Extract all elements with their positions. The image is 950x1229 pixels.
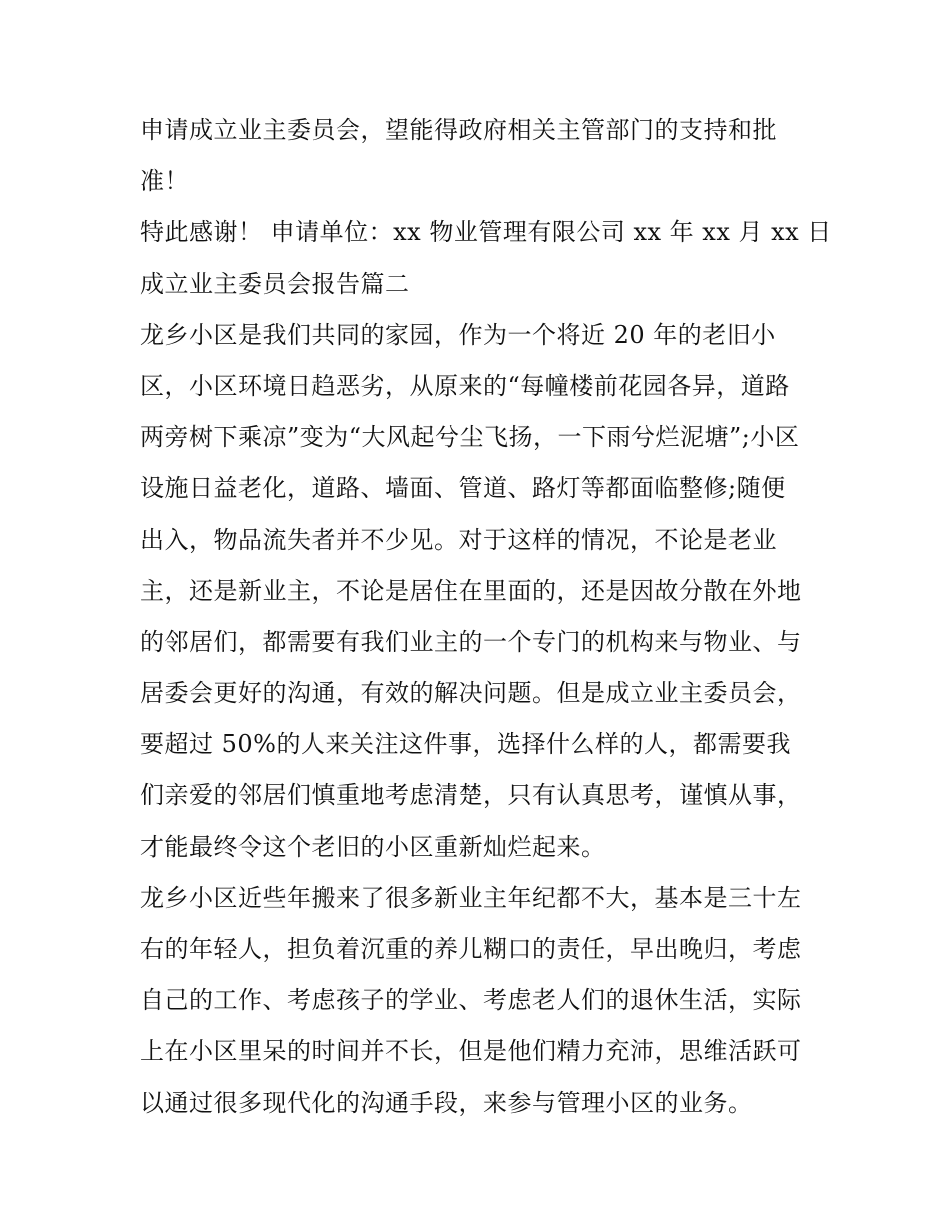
text-line: 以通过很多现代化的沟通手段，来参与管理小区的业务。	[140, 1088, 753, 1117]
text-line: 右的年轻人，担负着沉重的养儿糊口的责任，早出晚归，考虑	[140, 935, 802, 963]
text-line: 龙乡小区近些年搬来了很多新业主年纪都不大，基本是三十左	[140, 883, 802, 912]
text-line: 上在小区里呆的时间并不长，但是他们精力充沛，思维活跃可	[140, 1037, 802, 1066]
text-line: 申请成立业主委员会，望能得政府相关主管部门的支持和批	[140, 116, 777, 144]
text-line: 准！	[140, 167, 189, 196]
text-line: 才能最终令这个老旧的小区重新灿烂起来。	[140, 832, 606, 861]
text-line: 主，还是新业主，不论是居住在里面的，还是因故分散在外地	[140, 576, 802, 605]
section-heading: 成立业主委员会报告篇二	[140, 269, 410, 298]
text-line: 居委会更好的沟通，有效的解决问题。但是成立业主委员会，	[140, 679, 802, 708]
text-line: 出入，物品流失者并不少见。对于这样的情况，不论是老业	[140, 525, 777, 554]
text-line: 设施日益老化，道路、墙面、管道、路灯等都面临整修;随便	[140, 474, 786, 503]
text-line: 们亲爱的邻居们慎重地考虑清楚，只有认真思考，谨慎从事，	[140, 781, 802, 810]
document-body	[140, 105, 832, 1129]
text-line: 两旁树下乘凉”变为“大风起兮尘飞扬，一下雨兮烂泥塘”;小区	[140, 423, 800, 452]
text-line: 特此感谢！ 申请单位：xx 物业管理有限公司 xx 年 xx 月 xx 日	[140, 218, 832, 247]
text-line: 的邻居们，都需要有我们业主的一个专门的机构来与物业、与	[140, 627, 802, 656]
text-line: 自己的工作、考虑孩子的学业、考虑老人们的退休生活，实际	[140, 986, 802, 1015]
text-line: 要超过 50%的人来关注这件事，选择什么样的人，都需要我	[140, 730, 791, 759]
text-line: 龙乡小区是我们共同的家园，作为一个将近 20 年的老旧小	[140, 320, 776, 349]
text-line: 区，小区环境日趋恶劣，从原来的“每幢楼前花园各异，道路	[140, 371, 790, 400]
